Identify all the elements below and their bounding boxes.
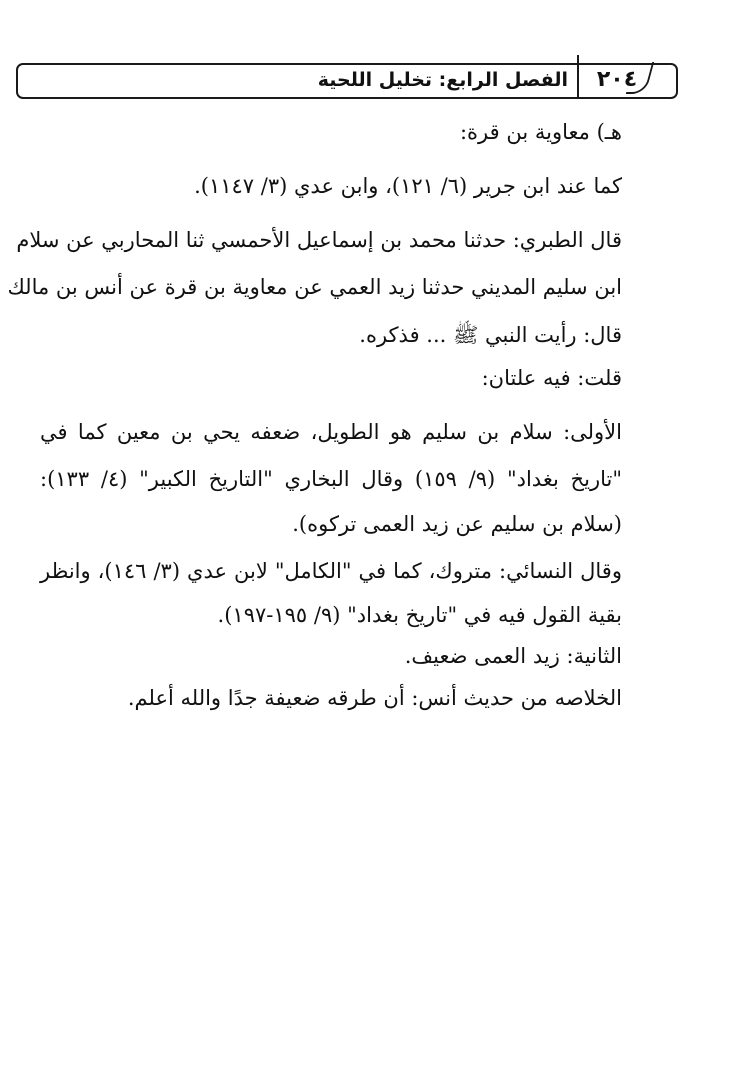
text-line: الخلاصه من حديث أنس: أن طرقه ضعيفة جدًا والله أعلم. xyxy=(127,686,622,710)
text-line: الثانية: زيد العمى ضعيف. xyxy=(404,644,622,668)
page-number: ٢٠٤ xyxy=(596,67,638,92)
text-line: الأولى: سلام بن سليم هو الطويل، ضعفه يحي بن معين كما في xyxy=(40,420,622,444)
text-line: قلت: فيه علتان: xyxy=(481,366,622,390)
header-divider xyxy=(577,55,579,99)
text-line: قال: رأيت النبي ﷺ ... فذكره. xyxy=(359,323,622,347)
text-line: كما عند ابن جرير (٦/ ١٢١)، وابن عدي (٣/ ١١٤٧). xyxy=(194,174,622,198)
text-line: قال الطبري: حدثنا محمد بن إسماعيل الأحمسي ثنا المحاربي عن سلام xyxy=(16,228,622,252)
text-line: بقية القول فيه في "تاريخ بغداد" (٩/ ١٩٥-١٩٧). xyxy=(217,603,622,627)
text-line: (سلام بن سليم عن زيد العمى تركوه). xyxy=(292,512,622,536)
text-line: "تاريخ بغداد" (٩/ ١٥٩) وقال البخاري "التاريخ الكبير" (٤/ ١٣٣): xyxy=(40,467,622,491)
text-line: هـ) معاوية بن قرة: xyxy=(459,120,622,144)
chapter-title: الفصل الرابع: تخليل اللحية xyxy=(317,69,568,91)
text-line: وقال النسائي: متروك، كما في "الكامل" لابن عدي (٣/ ١٤٦)، وانظر xyxy=(40,559,622,583)
text-line: ابن سليم المديني حدثنا زيد العمي عن معاوية بن قرة عن أنس بن مالك xyxy=(7,275,622,299)
